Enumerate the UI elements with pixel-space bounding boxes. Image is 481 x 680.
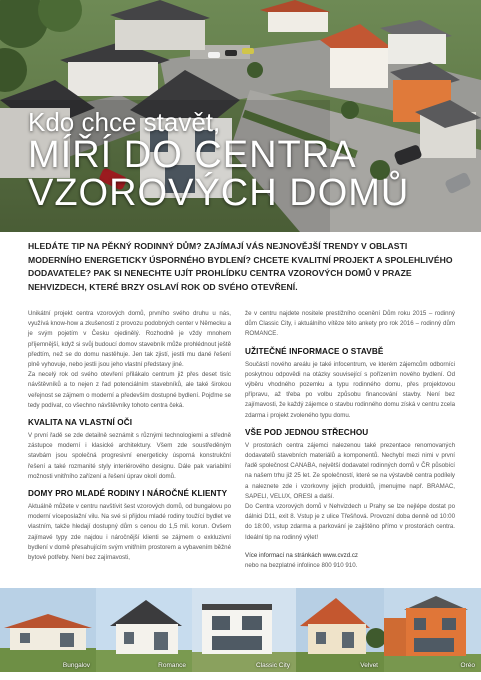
gallery-caption: Romance [158,662,186,669]
paragraph: Součástí nového areálu je také infocentrum, ve kterém zájemcům odborníci poskytnou odpovědi na otázky související s pořízením nového bydlení. Od výběru vhodného pozemku a typu rodinného domu, přes projektovou přípravu, až třeba po volbu způsobu financování stavby. Není bez zajímavosti, že každý zájemce o stavbu rodinného domu získá v centru zcela zdarma i projekt zvoleného typu domu. [245,360,455,419]
house-photo [384,588,481,672]
gallery-caption: Oréo [460,662,475,669]
paragraph: že v centru najdete nositele prestižního ocenění Dům roku 2015 – rodinný dům Classic City, i aktuálního vítěze této ankety pro rok 2016 – rodinný dům ROMANCE. [245,310,455,338]
house-photo [0,588,96,672]
house-photo [96,588,192,672]
gallery-photo-romance [96,588,192,672]
gallery-photo-oreo [384,588,481,672]
hero-title [28,108,409,212]
section-heading: KVALITA NA VLASTNÍ OČI [28,418,133,428]
contact-line: Více informací na stránkách www.cvzd.cz [245,551,358,559]
left-column [28,309,231,563]
hero-title-line-1: Kdo chce stavět, [28,107,221,137]
gallery-caption: Classic City [256,662,290,669]
paragraph: V prostorách centra zájemci nalezenou také prezentace renomovaných dodavatelů stavebních materiálů a komponentů. Nechybí mezi nimi v první řadě společnost CANABA, největší dodavatel rodinných domů v ČR působící na našem trhu již 25 let. Ze společností, které se na výstavbě centra podílely a naleznete zde i vzorkovny jejich produktů, jmenujme např. BRAMAC, SAPELI, VELUX, ORESI a další. [245,441,455,500]
hero-photo [0,0,481,232]
house-photo [192,588,296,672]
gallery-caption: Bungalov [62,662,90,669]
section-heading: VŠE POD JEDNOU STŘECHOU [245,427,369,437]
hero-title-line-3: VZOROVÝCH DOMŮ [28,172,410,214]
gallery-photo-velvet [296,588,384,672]
house-photo [296,588,384,672]
contact-line: nebo na bezplatné infolince 800 910 910. [245,562,358,570]
house-gallery [0,588,481,672]
section-heading: UŽITEČNÉ INFORMACE O STAVBĚ [245,346,384,356]
paragraph: Do Centra vzorových domů v Nehvizdech u Prahy se lze nejlépe dostat po dálnici D11, exit 8. Vstup je z ulice Třešňová. Provozní doba denně od 10:00 do 18:00, vstup zdarma a parkování je zajištěno přímo v prostorách centra. Ideální tip na rodinný výlet! [245,503,455,541]
right-column [245,309,455,571]
paragraph: Unikátní projekt centra vzorových domů, prvního svého druhu u nás, využívá know-how a zkušeností z provozu podobných center v Německu a je svým pojetím v Česku ojedinělý. Rozhodně je vždy mnohem příjemnější, když si svůj budoucí domov stavebník může prohlédnout ještě předtím, než se do domu nastěhuje. Jen tak zjistí, jestli mu dané řešení plně vyhovuje, nebo jestli jsou jeho vlastní představy jiné. [28,310,231,369]
lead-paragraph: HLEDÁTE TIP NA PĚKNÝ RODINNÝ DŮM? ZAJÍMAJÍ VÁS NEJNOVĚJŠÍ TRENDY V OBLASTI MODERNÍHO ENERGETICKY ÚSPORNÉHO BYDLENÍ? CHCETE KVALITNÍ PROJEKT A SPOLEHLIVÉHO DODAVATELE? PAK SI NENECHTE UJÍT PROHLÍDKU CENTRA VZOROVÝCH DOMŮ V PRAZE NEHVIZDECH, KTERÉ BRZY OSLAVÍ ROK OD SVÉHO OTEVŘENÍ. [28,241,453,292]
gallery-photo-classic-city [192,588,296,672]
gallery-caption: Velvet [360,662,378,669]
paragraph: V první řadě se zde detailně seznámit s různými technologiemi a středně zástupce moderní i klasické architektury. Všem zde soustředěným stavbám jsou společná progresivní energeticky úsporná konstrukční řešení a také rozmanité styly interiérového designu. Dále pak variabilní možnosti vnitřního zařízení a řešení úprav okolí domů. [28,432,231,480]
hero-title-line-2: MÍŘÍ DO CENTRA [28,134,357,176]
paragraph: Aktuálně můžete v centru navštívit šest vzorových domů, od bungalovu po moderní víceposlažní vilu. Na své si přijdou mladé rodiny toužící bydlet ve vlastním, takže hledají dostupný dům s cenou do 1,5 mil. korun. Ovšem zajímavé typy zde najdou i náročnější klienti se zájmem o exkluzivní bydlení v domě přesahujícím svým vnitřním prostorem a vybavením běžné bytové potřeby. Není bez zajímavosti, [28,503,231,562]
section-heading: DOMY PRO MLADÉ RODINY I NÁROČNÉ KLIENTY [28,489,228,499]
gallery-photo-bungalov [0,588,96,672]
paragraph: Za necelý rok od svého otevření přilákalo centrum již přes deset tisíc návštěvníků a to nejen z řad potenciálním stavebníků, ale také širokou veřejnost se zájmem o moderní a především dostupné bydlení. Pojďme se tedy podívat, co všechno návštěvníky tohoto centra čeká. [28,371,231,409]
